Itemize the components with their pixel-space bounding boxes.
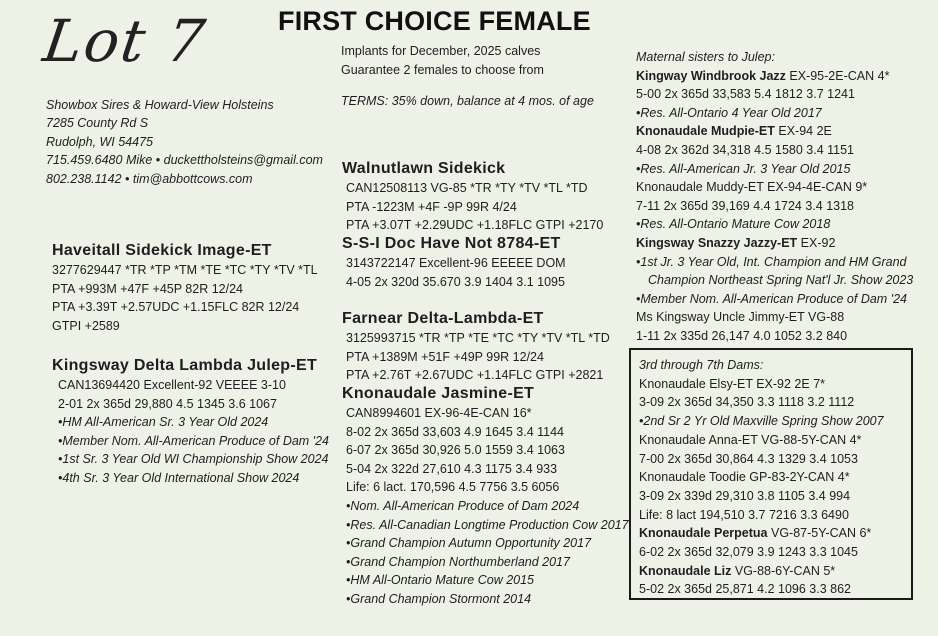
data-line: PTA -1223M +4F -9P 99R 4/24: [346, 199, 517, 214]
animal-name: Knonaudale Elsy-ET: [639, 376, 753, 391]
classification: EX-94 2E: [778, 124, 832, 139]
sire-haveitall: [52, 241, 318, 335]
contact-line: 715.459.6480 Mike • duckettholsteins@gmail.com: [46, 153, 323, 168]
contact-line: 802.238.1142 • tim@abbottcows.com: [46, 171, 253, 186]
animal-name: Knonaudale Muddy-ET: [636, 180, 764, 195]
animal-name: Knonaudale Anna-ET: [639, 432, 758, 447]
note-line: •Res. All-American Jr. 3 Year Old 2015: [636, 161, 851, 176]
data-line: 7-00 2x 365d 30,864 4.3 1329 3.4 1053: [639, 451, 858, 466]
classification: EX-92: [800, 235, 836, 250]
animal-name: Knonaudale Liz: [639, 563, 732, 578]
contact-block: [46, 96, 323, 188]
animal-name: Kingsway Snazzy Jazzy-ET: [636, 235, 798, 250]
dam-entry: [639, 375, 903, 394]
dam-doc: [342, 234, 566, 291]
contact-line: Rudolph, WI 54475: [46, 134, 154, 149]
note-line: •2nd Sr 2 Yr Old Maxville Spring Show 2007: [639, 414, 884, 429]
data-line: CAN8994601 EX-96-4E-CAN 16*: [346, 406, 532, 420]
contact-line: 7285 County Rd S: [46, 116, 149, 131]
note-line: •Res. All-Canadian Longtime Production Cow 2017: [346, 517, 629, 532]
classification: GP-83-2Y-CAN 4*: [749, 470, 850, 485]
animal-name: Kingsway Delta Lambda Julep-ET: [52, 357, 318, 374]
note-line: •HM All-American Sr. 3 Year Old 2024: [58, 415, 269, 430]
note-line: •Res. All-Ontario Mature Cow 2018: [636, 217, 831, 232]
data-line: 4-08 2x 362d 34,318 4.5 1580 3.4 1151: [636, 142, 855, 157]
maternal-sisters: [636, 48, 913, 346]
dam-julep: [52, 356, 329, 488]
sister-entry: [636, 234, 913, 253]
data-line: 8-02 2x 365d 33,603 4.9 1645 3.4 1144: [346, 424, 565, 439]
classification: VG-87-5Y-CAN 6*: [770, 526, 872, 541]
data-line: PTA +1389M +51F +49P 99R 12/24: [346, 349, 544, 364]
classification: EX-95-2E-CAN 4*: [789, 68, 890, 83]
data-line: 3143722147 Excellent-96 EEEEE DOM: [346, 256, 566, 270]
data-line: PTA +3.39T +2.57UDC +1.15FLC 82R 12/24: [52, 300, 300, 315]
data-line: 6-07 2x 365d 30,926 5.0 1559 3.4 1063: [346, 443, 565, 458]
data-line: PTA +993M +47F +45P 82R 12/24: [52, 281, 243, 296]
sister-entry: [636, 178, 913, 197]
data-line: 6-02 2x 365d 32,079 3.9 1243 3.3 1045: [639, 545, 858, 560]
data-line: CAN12508113 VG-85 *TR *TY *TV *TL *TD: [346, 181, 588, 195]
sire-farnear: [342, 309, 610, 385]
classification: EX-94-4E-CAN 9*: [767, 180, 868, 195]
classification: VG-88-5Y-CAN 4*: [761, 432, 862, 447]
animal-name: Walnutlawn Sidekick: [342, 160, 506, 177]
classification: VG-88-6Y-CAN 5*: [734, 563, 836, 578]
data-line: Life: 6 lact. 170,596 4.5 7756 3.5 6056: [346, 480, 560, 495]
note-line: •1st Jr. 3 Year Old, Int. Champion and HM Grand: [636, 254, 907, 269]
dams-box: [629, 348, 913, 600]
note-line: •1st Sr. 3 Year Old WI Championship Show 2024: [58, 452, 329, 467]
offer-info: [341, 42, 594, 111]
info-line: Implants for December, 2025 calves: [341, 44, 541, 58]
data-line: 3-09 2x 365d 34,350 3.3 1118 3.2 1112: [639, 395, 855, 410]
dam-jasmine: [342, 384, 629, 609]
sister-entry: [636, 67, 913, 86]
data-line: 2-01 2x 365d 29,880 4.5 1345 3.6 1067: [58, 396, 277, 411]
terms: TERMS: 35% down, balance at 4 mos. of age: [341, 94, 594, 108]
animal-name: Kingway Windbrook Jazz: [636, 68, 786, 83]
sire-walnutlawn: [342, 159, 603, 235]
dams-list: [639, 356, 903, 599]
note-line: •Member Nom. All-American Produce of Dam '24: [58, 433, 329, 448]
lot-number: Lot 7: [39, 7, 211, 75]
animal-name: Farnear Delta-Lambda-ET: [342, 310, 544, 327]
animal-name: S-S-I Doc Have Not 8784-ET: [342, 235, 561, 252]
section-heading: 3rd through 7th Dams:: [639, 358, 764, 372]
animal-name: Knonaudale Mudpie-ET: [636, 124, 775, 139]
note-line: •4th Sr. 3 Year Old International Show 2024: [58, 470, 300, 485]
dam-entry: [639, 524, 903, 543]
data-line: CAN13694420 Excellent-92 VEEEE 3-10: [58, 378, 286, 392]
animal-name: Haveitall Sidekick Image-ET: [52, 242, 272, 259]
data-line: 3-09 2x 339d 29,310 3.8 1105 3.4 994: [639, 488, 851, 503]
note-line: •Res. All-Ontario 4 Year Old 2017: [636, 105, 822, 120]
note-line: •Nom. All-American Produce of Dam 2024: [346, 498, 580, 513]
classification: VG-88: [808, 310, 845, 325]
data-line: PTA +3.07T +2.29UDC +1.18FLC GTPI +2170: [346, 218, 604, 233]
data-line: 3125993715 *TR *TP *TE *TC *TY *TV *TL *TD: [346, 331, 610, 345]
note-line: •Grand Champion Autumn Opportunity 2017: [346, 536, 592, 551]
data-line: PTA +2.76T +2.67UDC +1.14FLC GTPI +2821: [346, 368, 604, 383]
data-line: 7-11 2x 365d 39,169 4.4 1724 3.4 1318: [636, 198, 855, 213]
animal-name: Ms Kingsway Uncle Jimmy-ET: [636, 310, 805, 325]
note-line: •HM All-Ontario Mature Cow 2015: [346, 573, 535, 588]
data-line: 3277629447 *TR *TP *TM *TE *TC *TY *TV *TL: [52, 263, 318, 277]
sister-entry: [636, 308, 913, 327]
note-line: •Member Nom. All-American Produce of Dam '24: [636, 291, 907, 306]
note-line: •Grand Champion Stormont 2014: [346, 591, 532, 606]
animal-name: Knonaudale Jasmine-ET: [342, 385, 535, 402]
data-line: 5-00 2x 365d 33,583 5.4 1812 3.7 1241: [636, 87, 855, 102]
section-heading: Maternal sisters to Julep:: [636, 50, 775, 64]
data-line: 4-05 2x 320d 35.670 3.9 1404 3.1 1095: [346, 274, 565, 289]
note-line: •Grand Champion Northumberland 2017: [346, 554, 570, 569]
page-title: FIRST CHOICE FEMALE: [278, 6, 591, 36]
sister-entry: [636, 122, 913, 141]
dam-entry: [639, 468, 903, 487]
note-line: Champion Northeast Spring Nat'l Jr. Show 2023: [648, 273, 914, 288]
data-line: Life: 8 lact 194,510 3.7 7216 3.3 6490: [639, 507, 849, 522]
data-line: 5-02 2x 365d 25,871 4.2 1096 3.3 862: [639, 582, 851, 597]
contact-line: Showbox Sires & Howard-View Holsteins: [46, 98, 274, 112]
data-line: 1-11 2x 335d 26,147 4.0 1052 3.2 840: [636, 328, 848, 343]
data-line: 5-04 2x 322d 27,610 4.3 1175 3.4 933: [346, 461, 558, 476]
dam-entry: [639, 562, 903, 581]
classification: EX-92 2E 7*: [756, 376, 826, 391]
dam-entry: [639, 431, 903, 450]
info-line: Guarantee 2 females to choose from: [341, 63, 544, 77]
animal-name: Knonaudale Perpetua: [639, 526, 768, 541]
animal-name: Knonaudale Toodie: [639, 470, 746, 485]
data-line: GTPI +2589: [52, 318, 120, 333]
